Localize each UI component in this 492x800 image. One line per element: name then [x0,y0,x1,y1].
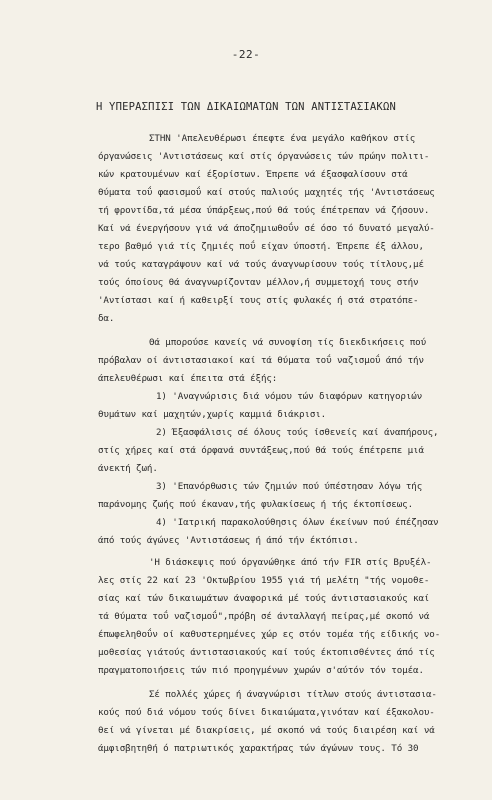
text-line: θύματα τοΰ φασισμοΰ καί στούς παλιούς μαχητές τής 'Αντιστάσεως [98,187,435,198]
text-line: θεί νά γίνεται μέ διακρίσεις, μέ σκοπό νά τούς διαιρέση καί νά [98,725,435,736]
text-line: άπελευθέρωσι καί έπειτα στά έξής: [98,373,278,384]
text-line: τούς όποίους θά άναγνωρίζονταν μέλλον,ή συμμετοχή τους στήν [98,277,419,288]
text-line: πραγματοποιήσεις τών πιό προηγμένων χωρών σ'αύτόν τόν τομέα. [98,665,424,676]
text-line: 2) Έξασφάλισις σέ όλους τούς ίσθενείς καί άναπήρους, [156,427,439,438]
text-line: στίς χήρες καί στά όρφανά συντάξεως,πού θά τούς έπέτρεπε μιά [98,445,424,456]
text-line: Θά μπορούσε κανείς νά συνοψίση τίς διεκδικήσεις πού [149,337,426,348]
text-line: Καί νά ένεργήσουν γιά νά άποζημιωθοΰν σέ όσο τό δυνατό μεγαλύ- [98,223,435,234]
text-line: 3) 'Επανόρθωσις τών ζημιών πού ύπέστησαν λόγω τής [156,481,423,492]
text-line: τή φροντίδα,τά μέσα ύπάρξεως,πού θά τούς έπέτρεπαν νά ζήσουν. [98,205,430,216]
text-line: άμφισβητηθή ό πατριωτικός χαρακτήρας τών άγώνων τους. Τό 30 [98,743,419,754]
text-line: τερο βαθμό γιά τίς ζημιές ποΰ είχαν ύποστή. Έπρεπε έξ άλλου, [98,241,424,252]
text-line: τά θύματα τοΰ ναζισμοΰ",πρόβη σέ άνταλλαγή πείρας,μέ σκοπό νά [98,611,430,622]
text-line: παράνομης ζωής πού έκαναν,τής φυλακίσεως ή τής έκτοπίσεως. [98,499,414,510]
text-line: έπωφεληθοΰν οί καθυστερημένες χώρ ες στόν τομέα τής είδικής νο- [98,629,441,640]
text-line: 4) 'Ιατρική παρακολούθησις όλων έκείνων πού έπέζησαν [156,517,439,528]
text-line: 'Η διάσκεψις πού όργανώθηκε άπό τήν FIR στίς Βρυξέλ- [149,557,432,568]
text-line: άνεκτή ζωή. [98,463,158,474]
text-line: νά τούς καταγράψουν καί νά τούς άναγνωρίσουν τούς τίτλους,μέ [98,259,424,270]
text-line: 1) 'Αναγνώρισις διά νόμου τών διαφόρων κατηγοριών [156,391,423,402]
text-line: όργανώσεις 'Αντιστάσεως καί στίς όργανώσεις τών πρώην πολιτι- [98,151,430,162]
text-line: λες στίς 22 καί 23 'Οκτωβρίου 1955 γιά τή μελέτη "τής νομοθε- [98,575,430,586]
section-heading: Η ΥΠΕΡΑΣΠΙΣΙ ΤΩΝ ΔΙΚΑΙΩΜΑΤΩΝ ΤΩΝ ΑΝΤΙΣΤΑΣΙΑΚΩΝ [96,101,396,113]
text-line: ΣΤΗΝ 'Απελευθέρωσι έπεφτε ένα μεγάλο καθήκον στίς [149,133,416,144]
text-line: σίας καί τών δικαιωμάτων άναφορικά μέ τούς άντιστασιακούς καί [98,593,430,604]
text-line: κών κρατουμένων καί έξορίστων. Έπρεπε νά έξασφαλίσουν στά [98,169,408,180]
text-line: κούς πού διά νόμου τούς δίνει δικαιώματα,γινόταν καί έξακολου- [98,707,435,718]
page-number: -22- [231,48,261,61]
text-line: Σέ πολλές χώρες ή άναγνώρισι τίτλων στούς άντιστασια- [149,689,437,700]
text-line: μοθεσίας γιάτούς άντιστασιακούς καί τούς έκτοπισθέντες άπό τίς [98,647,435,658]
text-line: άπό τούς άγώνες 'Αντιστάσεως ή άπό τήν έκτόπισι. [98,535,359,546]
text-line: δα. [98,313,115,324]
text-line: πρόβαλαν οί άντιστασιακοί καί τά θύματα τοΰ ναζισμοΰ άπό τήν [98,355,424,366]
text-line: 'Αντίστασι καί ή καθειρξί τους στίς φυλακές ή στά στρατόπε- [98,295,419,306]
text-line: θυμάτων καί μαχητών,χωρίς καμμιά διάκρισι. [98,409,327,420]
